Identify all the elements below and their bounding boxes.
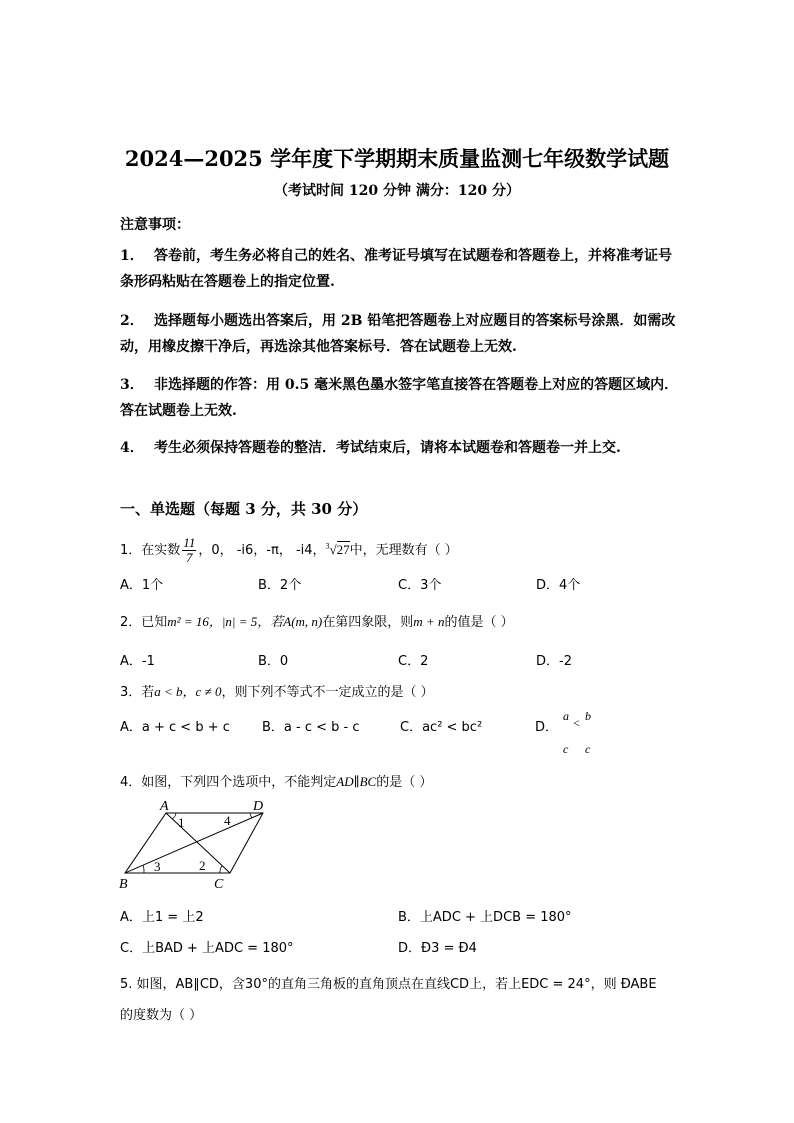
q3-text-a: 3．若 (120, 685, 155, 700)
q1-option-c[interactable]: C．3个 (398, 578, 442, 593)
q4-parallelogram-figure (110, 795, 280, 895)
angle-arc-4 (250, 813, 252, 818)
exam-title: 2024—2025 学年度下学期期末质量监测七年级数学试题 (124, 146, 670, 171)
q3-d-num-b: b (585, 709, 591, 723)
q2-text-b: 在第四象限，则 (322, 615, 414, 630)
q1-root-index: 3 (325, 541, 330, 551)
note-text: 答卷前，考生务必将自己的姓名、准考证号填写在试题卷和答题卷上，并将准考证号条形码粘贴在答题卷上的指定位置. (120, 248, 672, 290)
angle-arc-1 (172, 813, 176, 819)
q3-d-sign: < (573, 716, 580, 730)
q1-suffix: 中，无理数有（ ） (349, 543, 458, 558)
q4-option-d[interactable]: D．Ð3 = Ð4 (398, 941, 477, 956)
q3-text-b: ，则下列不等式不一定成立的是（ ） (221, 685, 434, 700)
q1-root-body: 27 (336, 542, 350, 557)
q3-option-b[interactable]: B．a - c < b - c (262, 720, 360, 735)
vertex-label-d: D (253, 799, 264, 814)
vertex-label-b: B (119, 877, 128, 892)
q3-d-num-a: a (563, 709, 569, 723)
q1-prefix: 1．在实数 (120, 543, 181, 558)
question-3 (120, 681, 434, 700)
section-heading: 一、单选题（每题 3 分，共 30 分） (120, 500, 368, 518)
q3-option-d[interactable] (535, 716, 558, 735)
angle-label-1: 1 (178, 815, 185, 830)
q2-option-c[interactable]: C．2 (398, 654, 429, 669)
notes-heading: 注意事项： (120, 217, 190, 233)
q1-fraction (182, 536, 196, 565)
angle-label-2: 2 (199, 858, 206, 873)
note-item-1 (120, 243, 680, 295)
note-number: 1． (120, 248, 144, 264)
q3-d-den-b: c (585, 742, 591, 756)
angle-label-3: 3 (154, 859, 161, 874)
note-item-2 (120, 308, 680, 360)
question-2 (120, 611, 514, 630)
question-4 (120, 771, 432, 790)
angle-arc-2 (220, 866, 222, 873)
q1-option-a[interactable]: A．1个 (120, 578, 164, 593)
diagonal-ac (166, 813, 230, 873)
exam-subtitle: （考试时间 120 分钟 满分：120 分） (274, 183, 520, 199)
q2-expr-2: |n| = 5，若 (221, 614, 284, 629)
vertex-label-a: A (160, 799, 169, 814)
question-1 (120, 536, 458, 565)
q4-text-a: 4．如图，下列四个选项中，不能判定 (120, 775, 337, 790)
note-item-4 (120, 435, 680, 461)
q4-option-c[interactable]: C．上BAD + 上ADC = 180° (120, 941, 294, 956)
q3-condition: a < b，c ≠ 0 (154, 684, 222, 699)
q4-expr: AD∥BC (336, 774, 377, 789)
q3-d-den-a: c (563, 742, 569, 756)
q2-option-b[interactable]: B．0 (258, 654, 289, 669)
q1-frac-den: 7 (186, 550, 193, 565)
q1-frac-num: 11 (183, 535, 196, 550)
vertex-label-c: C (214, 877, 224, 892)
q1-list: ，0， ‑i6，-π， ‑i4， (198, 543, 326, 558)
note-number: 4． (120, 440, 144, 456)
angle-label-4: 4 (224, 813, 231, 828)
q2-expr-3: m + n (413, 614, 445, 629)
q1-cube-root: $^3$√27 (325, 541, 350, 557)
q2-option-a[interactable]: A．-1 (120, 654, 155, 669)
q4-option-a[interactable]: A．上1 = 上2 (120, 910, 204, 925)
q3-option-c[interactable]: C．ac² < bc² (400, 720, 483, 735)
note-number: 2． (120, 313, 144, 329)
note-number: 3． (120, 377, 144, 393)
question-5-line-2: 的度数为（ ） (120, 1008, 203, 1023)
q2-point: A(m, n) (283, 614, 323, 629)
q4-text-b: 的是（ ） (376, 775, 433, 790)
q2-option-d[interactable]: D．-2 (536, 654, 572, 669)
q3-option-a[interactable]: A．a + c < b + c (120, 720, 230, 735)
q1-option-b[interactable]: B．2个 (258, 578, 302, 593)
q2-expr-1: m² = 16， (167, 614, 222, 629)
q4-option-b[interactable]: B．上ADC + 上DCB = 180° (398, 910, 572, 925)
q3-option-d-label: D． (535, 720, 559, 735)
note-text: 考生必须保持答题卷的整洁．考试结束后，请将本试题卷和答题卷一并上交. (154, 440, 621, 456)
note-item-3 (120, 372, 680, 424)
q1-option-d[interactable]: D．4个 (536, 578, 581, 593)
q2-text-c: 的值是（ ） (444, 615, 514, 630)
q2-text-a: 2．已知 (120, 615, 168, 630)
note-text: 选择题每小题选出答案后，用 2B 铅笔把答题卷上对应题目的答案标号涂黑．如需改动，用橡皮擦干净后，再选涂其他答案标号．答在试题卷上无效. (120, 313, 676, 355)
angle-arc-3 (143, 865, 144, 873)
note-text: 非选择题的作答：用 0.5 毫米黑色墨水签字笔直接答在答题卷上对应的答题区域内．答在试题卷上无效. (120, 377, 679, 419)
question-5-line-1: 5. 如图，AB∥CD，含30°的直角三角板的直角顶点在直线CD上，若上EDC = 24°，则 ÐABE (120, 977, 657, 992)
